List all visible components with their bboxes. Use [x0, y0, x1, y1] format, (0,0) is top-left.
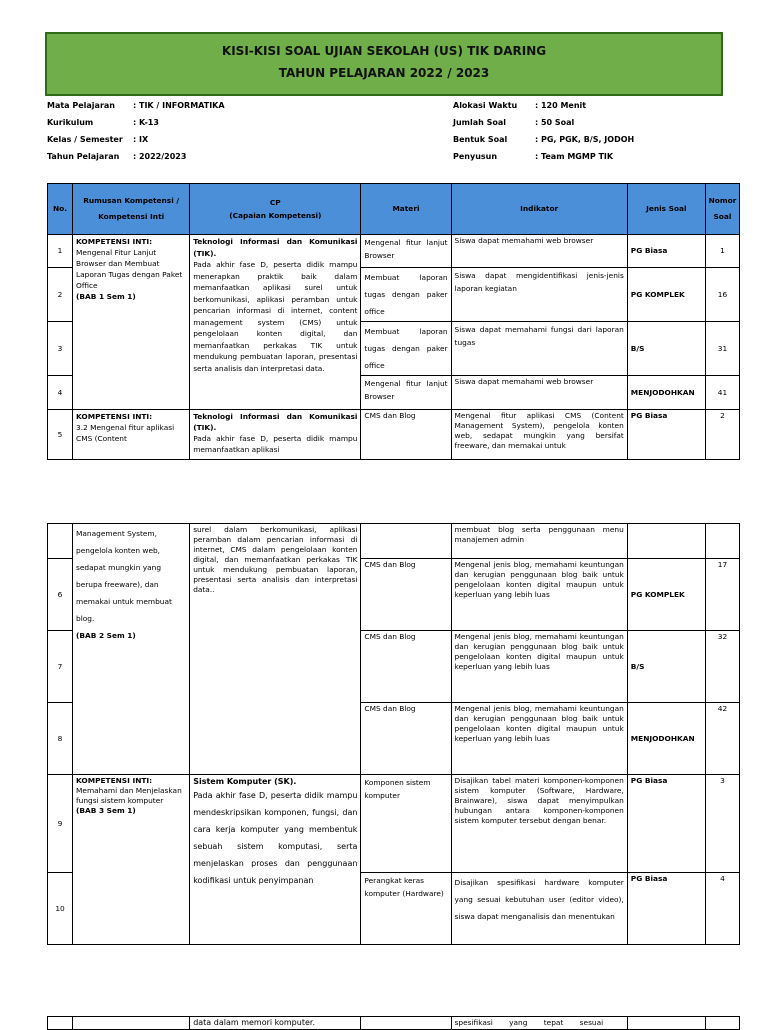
jenis-cell: PG Biasa — [627, 775, 705, 873]
meta-value: : K-13 — [133, 118, 159, 127]
row-no — [48, 524, 73, 559]
jenis-cell — [627, 1017, 705, 1030]
kisi-kisi-table-page-2 — [47, 523, 740, 945]
document-title-banner — [45, 32, 723, 96]
cp-header-line1: CP — [269, 198, 281, 207]
meta-label: Jumlah Soal — [453, 118, 507, 127]
materi-cell: Mengenal fitur lanjut Browser — [361, 376, 451, 410]
jenis-cell: B/S — [627, 631, 705, 703]
materi-cell: Perangkat keras komputer (Hardware) — [361, 873, 451, 945]
materi-cell: Membuat laporan tugas dengan paker office — [361, 322, 451, 376]
meta-value: : IX — [133, 135, 149, 144]
nomor-cell: 16 — [705, 268, 739, 322]
meta-label: Bentuk Soal — [453, 135, 508, 144]
kompetensi-cell — [73, 1017, 190, 1030]
ki-bab: (BAB 1 Sem 1) — [76, 292, 136, 301]
nomor-cell: 4 — [705, 873, 739, 945]
row-no: 2 — [48, 268, 73, 322]
jenis-cell: PG KOMPLEK — [627, 559, 705, 631]
col-header-no: No. — [48, 184, 73, 235]
cp-cell — [190, 410, 361, 460]
jenis-cell: PG KOMPLEK — [627, 268, 705, 322]
cp-text: Pada akhir fase D, peserta didik mampu menerapkan praktik baik dalam memanfaatkan aplikasi surel untuk berkomunikasi, aplikasi peramban untuk pencarian informasi di internet, content management system (CMS) untuk pengelolaan konten digital, dan memanfaatkan perkakas TIK untuk mendukung pembuatan laporan, presentasi serta analisis dan interpretasi data. — [193, 260, 358, 373]
kompetensi-cell — [73, 524, 190, 775]
table-row — [48, 410, 740, 460]
col-header-nomor: Nomor Soal — [705, 184, 739, 235]
col-header-jenis: Jenis Soal — [627, 184, 705, 235]
ki-title: KOMPETENSI INTI: — [76, 412, 153, 421]
nomor-cell: 41 — [705, 376, 739, 410]
meta-value: : TIK / INFORMATIKA — [133, 101, 225, 110]
meta-label: Alokasi Waktu — [453, 101, 518, 110]
document-subtitle: TAHUN PELAJARAN 2022 / 2023 — [278, 66, 490, 80]
materi-cell: CMS dan Blog — [361, 410, 451, 460]
nomor-cell: 32 — [705, 631, 739, 703]
cp-header-line2: (Capaian Kompetensi) — [229, 211, 322, 220]
meta-label: Kelas / Semester — [47, 135, 123, 144]
row-no: 1 — [48, 235, 73, 268]
nomor-cell: 42 — [705, 703, 739, 775]
nomor-cell — [705, 524, 739, 559]
cp-cell: surel dalam berkomunikasi, aplikasi peramban dalam pencarian informasi di internet, CMS dalam pengelolaan konten digital, dan memanfaatkan perkakas TIK untuk mendukung pembuatan laporan, presentasi serta analisis dan interpretasi data.. — [190, 524, 361, 775]
materi-cell: Membuat laporan tugas dengan paker office — [361, 268, 451, 322]
row-no — [48, 1017, 73, 1030]
ki-text: Management System, pengelola konten web, sedapat mungkin yang berupa freeware), dan memakai untuk membuat blog. — [76, 529, 172, 623]
jenis-cell: PG Biasa — [627, 873, 705, 945]
col-header-kompetensi: Rumusan Kompetensi / Kompetensi Inti — [73, 184, 190, 235]
cp-cell: data dalam memori komputer. — [190, 1017, 361, 1030]
cp-cell — [190, 775, 361, 945]
row-no: 10 — [48, 873, 73, 945]
materi-cell: CMS dan Blog — [361, 559, 451, 631]
cp-title: Teknologi Informasi dan Komunikasi (TIK). — [193, 237, 358, 258]
jenis-cell — [627, 524, 705, 559]
kisi-kisi-table-page-1 — [47, 183, 740, 460]
meta-label: Tahun Pelajaran — [47, 152, 120, 161]
meta-label: Kurikulum — [47, 118, 94, 127]
row-no: 3 — [48, 322, 73, 376]
cp-title: Sistem Komputer (SK). — [193, 777, 297, 786]
materi-cell — [361, 1017, 451, 1030]
nomor-cell: 2 — [705, 410, 739, 460]
materi-cell — [361, 524, 451, 559]
ki-bab: (BAB 2 Sem 1) — [76, 631, 136, 640]
ki-text: Mengenal Fitur Lanjut Browser dan Membuat Laporan Tugas dengan Paket Office — [76, 248, 183, 290]
table-row — [48, 775, 740, 873]
col-header-materi: Materi — [361, 184, 451, 235]
meta-value: : PG, PGK, B/S, JODOH — [535, 135, 635, 144]
meta-right — [453, 97, 634, 165]
materi-cell: Komponen sistem komputer — [361, 775, 451, 873]
indikator-cell: Disajikan tabel materi komponen-komponen sistem komputer (Software, Hardware, Brainware), siswa dapat menyimpulkan hubungan antara komponen-komponen sistem komputer tersebut dengan benar. — [451, 775, 627, 873]
col-header-cp — [190, 184, 361, 235]
cp-title: Teknologi Informasi dan Komunikasi (TIK). — [193, 412, 358, 432]
cp-text: Pada akhir fase D, peserta didik mampu memanfaatkan aplikasi — [193, 434, 358, 454]
meta-left — [47, 97, 225, 165]
ki-bab: (BAB 3 Sem 1) — [76, 806, 136, 815]
table-row — [48, 524, 740, 559]
nomor-cell: 17 — [705, 559, 739, 631]
row-no: 6 — [48, 559, 73, 631]
indikator-cell: Mengenal fitur aplikasi CMS (Content Management System), pengelola konten web, sedapat mungkin yang bersifat freeware, dan memakai untuk — [451, 410, 627, 460]
row-no: 4 — [48, 376, 73, 410]
indikator-cell: membuat blog serta penggunaan menu manajemen admin — [451, 524, 627, 559]
nomor-cell: 1 — [705, 235, 739, 268]
jenis-cell: B/S — [627, 322, 705, 376]
indikator-cell: Siswa dapat mengidentifikasi jenis-jenis laporan kegiatan — [451, 268, 627, 322]
nomor-cell — [705, 1017, 739, 1030]
row-no: 8 — [48, 703, 73, 775]
jenis-cell: PG Biasa — [627, 410, 705, 460]
jenis-cell: MENJODOHKAN — [627, 376, 705, 410]
meta-label: Penyusun — [453, 152, 498, 161]
document-title: KISI-KISI SOAL UJIAN SEKOLAH (US) TIK DARING — [221, 44, 547, 58]
meta-label: Mata Pelajaran — [47, 101, 115, 110]
table-row — [48, 235, 740, 268]
indikator-cell: Disajikan spesifikasi hardware komputer yang sesuai kebutuhan user (editor video), siswa dapat menganalisis dan menentukan — [451, 873, 627, 945]
kompetensi-cell — [73, 235, 190, 410]
ki-text: 3.2 Mengenal fitur aplikasi CMS (Content — [76, 423, 175, 443]
ki-text: Memahami dan Menjelaskan fungsi sistem komputer — [76, 786, 182, 805]
indikator-cell: Siswa dapat memahami fungsi dari laporan tugas — [451, 322, 627, 376]
indikator-cell: Mengenal jenis blog, memahami keuntungan dan kerugian penggunaan blog baik untuk pengelolaan konten digital maupun untuk keperluan yang lebih luas — [451, 631, 627, 703]
kisi-kisi-table-page-3 — [47, 1016, 740, 1030]
nomor-cell: 31 — [705, 322, 739, 376]
jenis-cell: MENJODOHKAN — [627, 703, 705, 775]
table-row — [48, 1017, 740, 1030]
jenis-cell: PG Biasa — [627, 235, 705, 268]
indikator-cell: Siswa dapat memahami web browser — [451, 235, 627, 268]
indikator-cell: Siswa dapat memahami web browser — [451, 376, 627, 410]
col-header-indikator: Indikator — [451, 184, 627, 235]
kompetensi-cell — [73, 410, 190, 460]
indikator-cell: Mengenal jenis blog, memahami keuntungan dan kerugian penggunaan blog baik untuk pengelolaan konten digital maupun untuk keperluan yang lebih luas — [451, 703, 627, 775]
meta-value: : 120 Menit — [535, 101, 587, 110]
materi-cell: Mengenal fitur lanjut Browser — [361, 235, 451, 268]
row-no: 9 — [48, 775, 73, 873]
indikator-cell: spesifikasi yang tepat sesuai — [451, 1017, 627, 1030]
row-no: 5 — [48, 410, 73, 460]
ki-title: KOMPETENSI INTI: — [76, 776, 153, 785]
materi-cell: CMS dan Blog — [361, 703, 451, 775]
cp-text: Pada akhir fase D, peserta didik mampu mendeskripsikan komponen, fungsi, dan cara kerja komputer yang membentuk sebuah sistem komputasi, serta menjelaskan proses dan penggunaan kodifikasi untuk penyimpanan — [193, 791, 358, 885]
nomor-cell: 3 — [705, 775, 739, 873]
materi-cell: CMS dan Blog — [361, 631, 451, 703]
meta-value: : 50 Soal — [535, 118, 575, 127]
meta-value: : 2022/2023 — [133, 152, 187, 161]
row-no: 7 — [48, 631, 73, 703]
indikator-cell: Mengenal jenis blog, memahami keuntungan dan kerugian penggunaan blog baik untuk pengelolaan konten digital maupun untuk keperluan yang lebih luas — [451, 559, 627, 631]
meta-value: : Team MGMP TIK — [535, 152, 614, 161]
cp-cell — [190, 235, 361, 410]
kompetensi-cell — [73, 775, 190, 945]
ki-title: KOMPETENSI INTI: — [76, 237, 153, 246]
